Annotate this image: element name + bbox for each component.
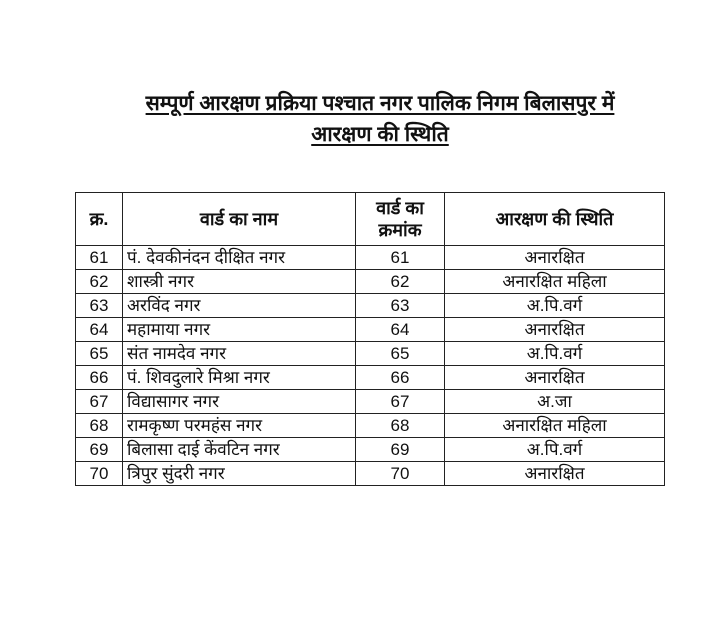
status-cell: अ.पि.वर्ग xyxy=(445,294,665,318)
status-cell: अनारक्षित महिला xyxy=(445,270,665,294)
reservation-table xyxy=(75,192,665,486)
table-row xyxy=(76,246,665,270)
ward-number-cell: 68 xyxy=(356,414,445,438)
ward-number-cell: 66 xyxy=(356,366,445,390)
status-cell: अनारक्षित महिला xyxy=(445,414,665,438)
ward-name-cell: शास्त्री नगर xyxy=(123,270,356,294)
ward-name-cell: रामकृष्ण परमहंस नगर xyxy=(123,414,356,438)
ward-name-cell: विद्यासागर नगर xyxy=(123,390,356,414)
status-cell: अ.जा xyxy=(445,390,665,414)
ward-name-cell: अरविंद नगर xyxy=(123,294,356,318)
header-ward-number: वार्ड का क्रमांक xyxy=(356,193,445,246)
ward-number-cell: 63 xyxy=(356,294,445,318)
ward-name-cell: पं. देवकीनंदन दीक्षित नगर xyxy=(123,246,356,270)
status-cell: अ.पि.वर्ग xyxy=(445,438,665,462)
title-line-2: आरक्षण की स्थिति xyxy=(311,123,449,146)
header-serial: क्र. xyxy=(76,193,123,246)
status-cell: अनारक्षित xyxy=(445,318,665,342)
serial-cell: 63 xyxy=(76,294,123,318)
table-row xyxy=(76,414,665,438)
table-row xyxy=(76,342,665,366)
table-row xyxy=(76,294,665,318)
ward-number-cell: 64 xyxy=(356,318,445,342)
table-header-row xyxy=(76,193,665,246)
ward-name-cell: बिलासा दाई केंवटिन नगर xyxy=(123,438,356,462)
table-row xyxy=(76,318,665,342)
ward-name-cell: महामाया नगर xyxy=(123,318,356,342)
ward-name-cell: पं. शिवदुलारे मिश्रा नगर xyxy=(123,366,356,390)
serial-cell: 62 xyxy=(76,270,123,294)
ward-number-cell: 65 xyxy=(356,342,445,366)
status-cell: अनारक्षित xyxy=(445,462,665,486)
ward-number-cell: 70 xyxy=(356,462,445,486)
serial-cell: 70 xyxy=(76,462,123,486)
ward-number-cell: 61 xyxy=(356,246,445,270)
table-row xyxy=(76,462,665,486)
ward-number-cell: 67 xyxy=(356,390,445,414)
status-cell: अनारक्षित xyxy=(445,246,665,270)
serial-cell: 67 xyxy=(76,390,123,414)
title-line-1: सम्पूर्ण आरक्षण प्रक्रिया पश्चात नगर पालिक निगम बिलासपुर में xyxy=(145,92,615,115)
ward-name-cell: संत नामदेव नगर xyxy=(123,342,356,366)
status-cell: अ.पि.वर्ग xyxy=(445,342,665,366)
serial-cell: 64 xyxy=(76,318,123,342)
header-ward-name: वार्ड का नाम xyxy=(123,193,356,246)
status-cell: अनारक्षित xyxy=(445,366,665,390)
table-row xyxy=(76,390,665,414)
table-row xyxy=(76,366,665,390)
serial-cell: 65 xyxy=(76,342,123,366)
serial-cell: 66 xyxy=(76,366,123,390)
ward-number-cell: 62 xyxy=(356,270,445,294)
serial-cell: 61 xyxy=(76,246,123,270)
document-title xyxy=(60,88,700,150)
header-reservation-status: आरक्षण की स्थिति xyxy=(445,193,665,246)
serial-cell: 69 xyxy=(76,438,123,462)
table-row xyxy=(76,270,665,294)
serial-cell: 68 xyxy=(76,414,123,438)
table-row xyxy=(76,438,665,462)
ward-name-cell: त्रिपुर सुंदरी नगर xyxy=(123,462,356,486)
ward-number-cell: 69 xyxy=(356,438,445,462)
